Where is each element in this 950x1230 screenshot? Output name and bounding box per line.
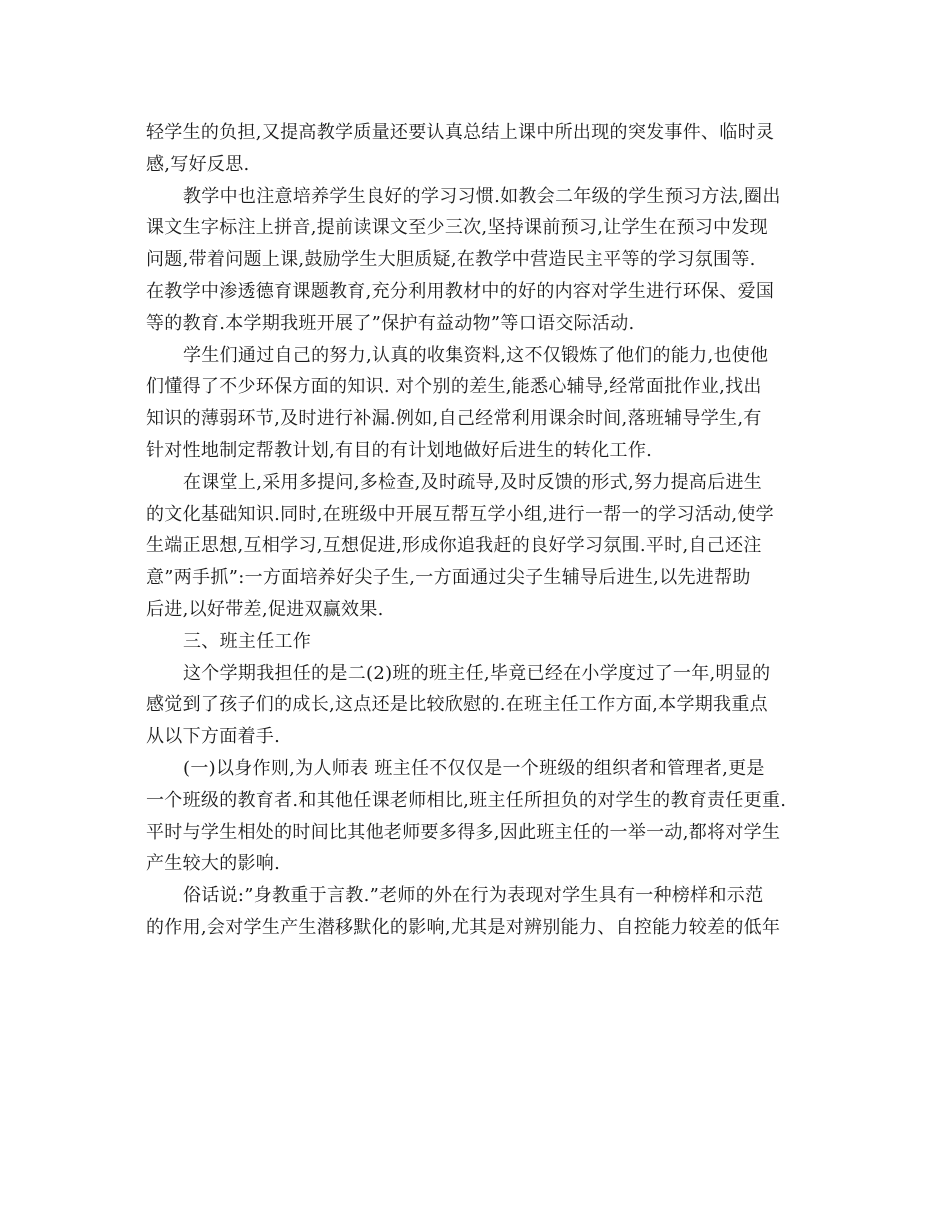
text-line: 感觉到了孩子们的成长,这点还是比较欣慰的.在班主任工作方面,本学期我重点 [146,694,768,716]
text-line: 意”两手抓”:一方面培养好尖子生,一方面通过尖子生辅导后进生,以先进帮助 [146,567,751,589]
section-heading [146,626,806,658]
text-line: 的文化基础知识.同时,在班级中开展互帮互学小组,进行一帮一的学习活动,使学 [146,503,774,525]
paragraph [146,753,806,880]
paragraph [146,340,806,467]
document-body [146,117,806,944]
text-line: 轻学生的负担,又提高教学质量还要认真总结上课中所出现的突发事件、临时灵 [146,122,775,143]
text-line: (一)以身作则,为人师表 班主任不仅仅是一个班级的组织者和管理者,更是 [183,757,765,779]
text-line: 在教学中渗透德育课题教育,充分利用教材中的好的内容对学生进行环保、爱国 [146,280,775,302]
text-line: 们懂得了不少环保方面的知识. 对个别的差生,能悉心辅导,经常面批作业,找出 [146,376,762,398]
paragraph [146,181,806,340]
text-line: 等的教育.本学期我班开展了”保护有益动物”等口语交际活动. [146,312,635,334]
text-line: 俗话说:”身教重于言教.”老师的外在行为表现对学生具有一种榜样和示范 [183,885,764,907]
paragraph [146,880,806,944]
text-line: 感,写好反思. [146,153,250,175]
paragraph [146,117,806,181]
text-line: 的作用,会对学生产生潜移默化的影响,尤其是对辨别能力、自控能力较差的低年 [146,916,781,938]
text-line: 从以下方面着手. [146,726,281,748]
text-line: 产生较大的影响. [146,853,281,875]
text-line: 问题,带着问题上课,鼓励学生大胆质疑,在教学中营造民主平等的学习氛围等. [146,249,756,271]
text-line: 这个学期我担任的是二(2)班的班主任,毕竟已经在小学度过了一年,明显的 [183,662,771,684]
text-line: 平时与学生相处的时间比其他老师要多得多,因此班主任的一举一动,都将对学生 [146,821,781,843]
text-line: 知识的薄弱环节,及时进行补漏.例如,自己经常利用课余时间,落班辅导学生,有 [146,408,762,430]
paragraph [146,467,806,626]
text-line: 一个班级的教育者.和其他任课老师相比,班主任所担负的对学生的教育责任更重. [146,789,787,811]
paragraph [146,658,806,753]
text-line: 后进,以好带差,促进双赢效果. [146,598,384,620]
text-line: 学生们通过自己的努力,认真的收集资料,这不仅锻炼了他们的能力,也使他 [183,344,769,366]
text-line: 在课堂上,采用多提问,多检查,及时疏导,及时反馈的形式,努力提高后进生 [183,471,763,493]
text-line: 针对性地制定帮教计划,有目的有计划地做好后进生的转化工作. [146,439,653,461]
text-line: 教学中也注意培养学生良好的学习习惯.如教会二年级的学生预习方法,圈出 [183,185,781,207]
text-line: 生端正思想,互相学习,互想促进,形成你追我赶的良好学习氛围.平时,自己还注 [146,535,762,557]
text-line: 课文生字标注上拼音,提前读课文至少三次,坚持课前预习,让学生在预习中发现 [146,217,768,239]
text-line: 三、班主任工作 [183,630,312,652]
